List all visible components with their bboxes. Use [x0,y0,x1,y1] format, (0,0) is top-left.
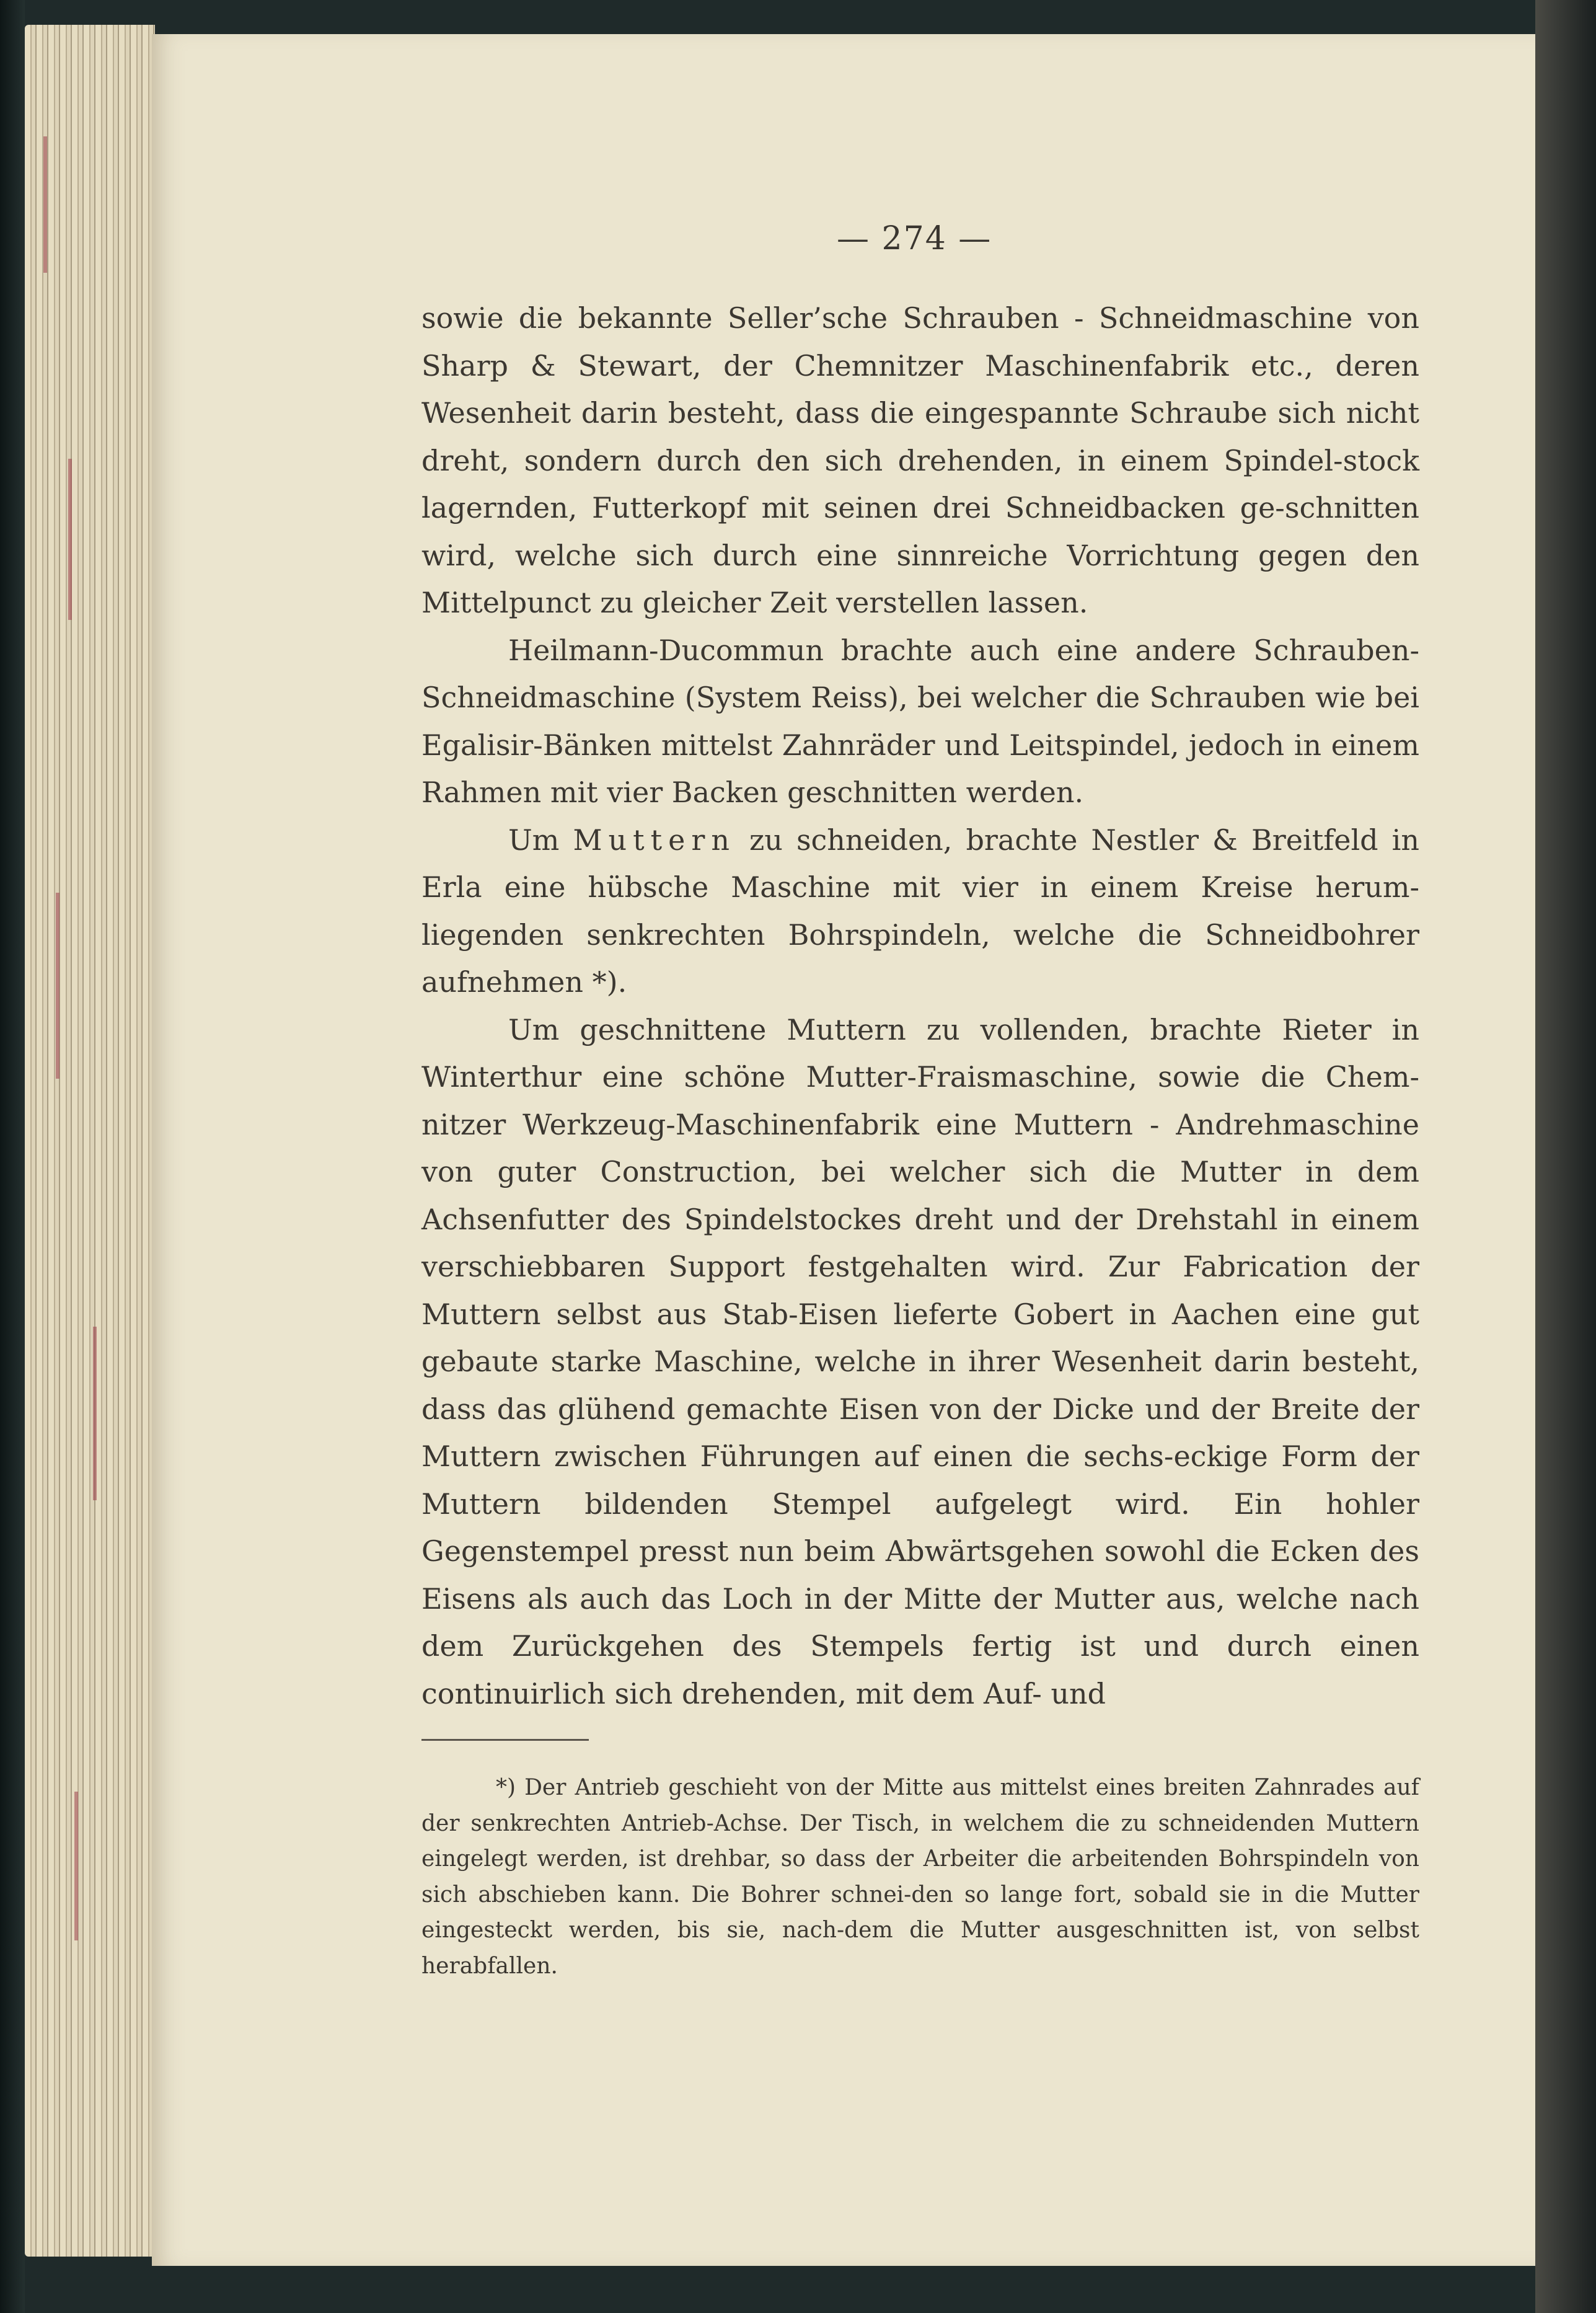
page-edge-mark [74,1792,78,1940]
paragraph-spaced-word: Muttern [573,823,736,857]
paragraph-text-after: zu schneiden, brachte Nestler & Breitfeld in Erla eine hübsche Maschine mit vier in einem Kreise herum-liegenden senkrechten Bohrspindeln, welche die Schneidbohrer aufnehmen *). [421,823,1419,999]
page-edge-mark [93,1327,97,1500]
paragraph: Um geschnittene Muttern zu vollenden, brachte Rieter in Winterthur eine schöne Mutter-Fraismaschine, sowie die Chem-nitzer Werkzeug-Maschinenfabrik eine Muttern - Andrehmaschine von guter Construction, bei welcher sich die Mutter in dem Achsenfutter des Spindelstockes dreht und der Drehstahl in einem verschiebbaren Support festgehalten wird. Zur Fabrication der Muttern selbst aus Stab-Eisen lieferte Gobert in Aachen eine gut gebaute starke Maschine, welche in ihrer Wesenheit darin besteht, dass das glühend gemachte Eisen von der Dicke und der Breite der Muttern zwischen Führungen auf einen die sechs-eckige Form der Muttern bildenden Stempel aufgelegt wird. Ein hohler Gegenstempel presst nun beim Abwärtsgehen sowohl die Ecken des Eisens als auch das Loch in der Mitte der Mutter aus, welche nach dem Zurückgehen des Stempels fertig ist und durch einen continuirlich sich drehenden, mit dem Auf- und [421,1012,1419,1710]
paragraph [421,816,1419,1006]
footnote [421,1770,1419,1984]
page-edges-stack [25,25,155,2257]
paragraph: Heilmann-Ducommun brachte auch eine andere Schrauben-Schneidmaschine (System Reiss), bei welcher die Schrauben wie bei Egalisir-Bänken mittelst Zahnräder und Leitspindel, jedoch in einem Rahmen mit vier Backen geschnitten werden. [421,633,1419,809]
page-edge-mark [68,459,72,620]
page-number: — 274 — [837,220,992,257]
footnote-text: *) Der Antrieb geschieht von der Mitte aus mittelst eines breiten Zahnrades auf der senkrechten Antrieb-Achse. Der Tisch, in welchem die zu schneidenden Muttern eingelegt werden, ist drehbar, so dass der Arbeiter die arbeitenden Bohrspindeln von sich abschieben kann. Die Bohrer schnei-den so lange fort, sobald sie in die Mutter eingesteckt werden, bis sie, nach-dem die Mutter ausgeschnitten ist, von selbst herabfallen. [421,1775,1419,1979]
page-edge-mark [56,893,60,1079]
paragraph: sowie die bekannte Seller’sche Schrauben - Schneidmaschine von Sharp & Stewart, der Chemnitzer Maschinenfabrik etc., deren Wesenheit darin besteht, dass die eingespannte Schraube sich nicht dreht, sondern durch den sich drehenden, in einem Spindel-stock lagernden, Futterkopf mit seinen drei Schneidbacken ge-schnitten wird, welche sich durch eine sinnreiche Vorrichtung gegen den Mittelpunct zu gleicher Zeit verstellen lassen. [421,301,1419,619]
body-text [421,294,1419,1717]
footnote-rule [421,1739,589,1741]
book-cover-left [0,0,25,2313]
book-cover-right [1535,0,1596,2313]
page-edge-mark [43,136,47,273]
paragraph-text-before: Um [508,823,573,857]
